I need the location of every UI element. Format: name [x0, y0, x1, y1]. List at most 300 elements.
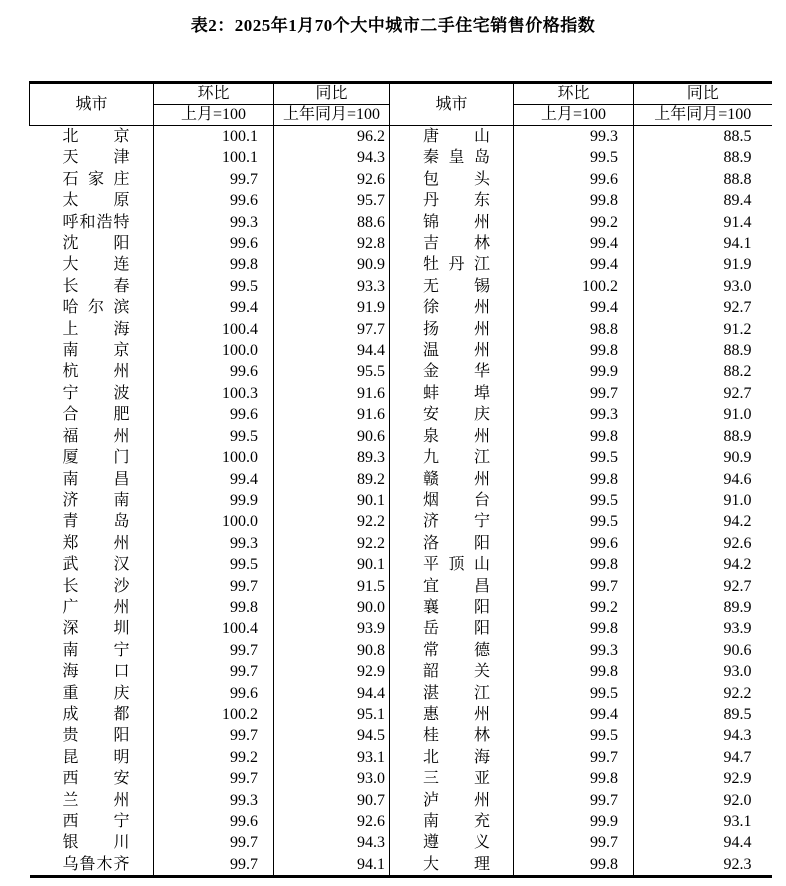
city-cell — [30, 511, 154, 532]
city-cell — [30, 426, 154, 447]
city-cell — [30, 854, 154, 877]
city-name: 大 理 — [423, 855, 490, 873]
table-header — [30, 83, 772, 126]
city-cell — [30, 404, 154, 425]
mom-value-cell: 100.4 — [154, 618, 274, 639]
city-name: 泸 州 — [423, 791, 490, 809]
city-cell — [390, 297, 514, 318]
yoy-value-cell: 94.4 — [274, 683, 390, 704]
city-name: 九 江 — [423, 449, 490, 467]
yoy-value-cell: 89.9 — [634, 597, 772, 618]
yoy-value-cell: 89.3 — [274, 447, 390, 468]
table-row — [30, 683, 772, 704]
yoy-value-cell: 90.9 — [634, 447, 772, 468]
mom-value-cell: 99.3 — [514, 640, 634, 661]
mom-value-cell: 99.3 — [154, 212, 274, 233]
city-name: 三 亚 — [423, 770, 490, 788]
table-row — [30, 618, 772, 639]
yoy-value-cell: 91.6 — [274, 404, 390, 425]
yoy-value-cell: 92.3 — [634, 854, 772, 877]
mom-value-cell: 99.6 — [154, 190, 274, 211]
city-name: 武 汉 — [62, 556, 130, 574]
city-name: 惠 州 — [423, 705, 490, 723]
city-name: 岳 阳 — [423, 620, 490, 638]
mom-value-cell: 99.7 — [514, 790, 634, 811]
city-cell — [30, 212, 154, 233]
mom-value-cell: 99.5 — [514, 147, 634, 168]
header-mom-left: 环比 — [154, 83, 274, 105]
mom-value-cell: 99.6 — [514, 533, 634, 554]
yoy-value-cell: 93.1 — [274, 747, 390, 768]
mom-value-cell: 99.9 — [514, 811, 634, 832]
city-name: 贵 阳 — [62, 727, 130, 745]
yoy-value-cell: 88.2 — [634, 361, 772, 382]
city-name: 平 顶 山 — [423, 556, 490, 574]
city-cell — [30, 661, 154, 682]
city-name: 沈 阳 — [62, 235, 130, 253]
city-name: 上 海 — [62, 320, 130, 338]
yoy-value-cell: 92.7 — [634, 576, 772, 597]
mom-value-cell: 99.8 — [514, 618, 634, 639]
city-name: 北 京 — [62, 128, 130, 145]
city-cell — [390, 147, 514, 168]
mom-value-cell: 99.7 — [154, 768, 274, 789]
city-cell — [390, 169, 514, 190]
table-row — [30, 469, 772, 490]
mom-value-cell: 99.7 — [514, 832, 634, 853]
mom-value-cell: 99.5 — [154, 426, 274, 447]
city-cell — [390, 854, 514, 877]
city-cell — [390, 832, 514, 853]
yoy-value-cell: 91.0 — [634, 404, 772, 425]
header-yoy-base-left: 上年同月=100 — [274, 105, 390, 126]
mom-value-cell: 99.7 — [154, 640, 274, 661]
mom-value-cell: 99.6 — [154, 683, 274, 704]
city-cell — [390, 704, 514, 725]
city-name: 牡 丹 江 — [423, 256, 490, 274]
mom-value-cell: 99.7 — [154, 832, 274, 853]
city-name: 西 安 — [62, 770, 130, 788]
city-name: 安 庆 — [423, 406, 490, 424]
city-cell — [390, 640, 514, 661]
yoy-value-cell: 93.0 — [274, 768, 390, 789]
mom-value-cell: 100.0 — [154, 511, 274, 532]
mom-value-cell: 99.7 — [154, 661, 274, 682]
table-row — [30, 319, 772, 340]
table-row — [30, 426, 772, 447]
mom-value-cell: 99.6 — [154, 233, 274, 254]
yoy-value-cell: 94.1 — [634, 233, 772, 254]
city-name: 昆 明 — [62, 748, 130, 766]
yoy-value-cell: 92.9 — [634, 768, 772, 789]
city-cell — [30, 254, 154, 275]
city-cell — [30, 447, 154, 468]
city-cell — [30, 640, 154, 661]
mom-value-cell: 100.1 — [154, 147, 274, 168]
city-cell — [390, 404, 514, 425]
table-row — [30, 768, 772, 789]
city-cell — [30, 683, 154, 704]
mom-value-cell: 99.6 — [154, 361, 274, 382]
mom-value-cell: 99.8 — [514, 469, 634, 490]
city-name: 哈 尔 滨 — [62, 299, 130, 317]
yoy-value-cell: 93.9 — [634, 618, 772, 639]
city-cell — [390, 725, 514, 746]
mom-value-cell: 99.2 — [514, 597, 634, 618]
yoy-value-cell: 92.9 — [274, 661, 390, 682]
yoy-value-cell: 94.2 — [634, 554, 772, 575]
yoy-value-cell: 92.6 — [274, 811, 390, 832]
mom-value-cell: 99.3 — [514, 404, 634, 425]
city-name: 蚌 埠 — [423, 384, 490, 402]
table-row — [30, 597, 772, 618]
yoy-value-cell: 95.5 — [274, 361, 390, 382]
city-name: 郑 州 — [62, 534, 130, 552]
table-row — [30, 704, 772, 725]
yoy-value-cell: 90.8 — [274, 640, 390, 661]
city-cell — [30, 725, 154, 746]
city-name: 兰 州 — [62, 791, 130, 809]
mom-value-cell: 99.8 — [514, 190, 634, 211]
page-title: 表2：2025年1月70个大中城市二手住宅销售价格指数 — [190, 16, 596, 35]
city-name: 深 圳 — [62, 620, 130, 638]
city-cell — [390, 212, 514, 233]
city-cell — [30, 832, 154, 853]
mom-value-cell: 99.3 — [154, 790, 274, 811]
yoy-value-cell: 91.9 — [634, 254, 772, 275]
header-row-1 — [30, 83, 772, 105]
city-name: 无 锡 — [423, 277, 490, 295]
yoy-value-cell: 94.3 — [274, 147, 390, 168]
yoy-value-cell: 90.6 — [274, 426, 390, 447]
city-name: 南 宁 — [62, 641, 130, 659]
mom-value-cell: 99.3 — [154, 533, 274, 554]
mom-value-cell: 100.0 — [154, 447, 274, 468]
city-cell — [30, 811, 154, 832]
city-cell — [30, 361, 154, 382]
city-cell — [30, 340, 154, 361]
mom-value-cell: 99.4 — [154, 297, 274, 318]
header-mom-right: 环比 — [514, 83, 634, 105]
city-cell — [30, 169, 154, 190]
city-cell — [30, 147, 154, 168]
city-cell — [390, 533, 514, 554]
yoy-value-cell: 93.1 — [634, 811, 772, 832]
city-name: 丹 东 — [423, 192, 490, 210]
city-name: 长 春 — [62, 277, 130, 295]
yoy-value-cell: 94.1 — [274, 854, 390, 877]
city-name: 宁 波 — [62, 384, 130, 402]
yoy-value-cell: 90.1 — [274, 554, 390, 575]
mom-value-cell: 100.2 — [514, 276, 634, 297]
city-cell — [390, 618, 514, 639]
city-name: 吉 林 — [423, 235, 490, 253]
mom-value-cell: 99.7 — [514, 383, 634, 404]
city-name: 济 宁 — [423, 513, 490, 531]
city-cell — [30, 126, 154, 148]
city-cell — [30, 554, 154, 575]
mom-value-cell: 100.0 — [154, 340, 274, 361]
yoy-value-cell: 94.3 — [274, 832, 390, 853]
table-row — [30, 297, 772, 318]
city-cell — [30, 747, 154, 768]
city-name: 天 津 — [62, 149, 130, 167]
city-cell — [30, 383, 154, 404]
city-cell — [390, 447, 514, 468]
city-cell — [390, 683, 514, 704]
mom-value-cell: 99.5 — [514, 725, 634, 746]
city-cell — [30, 704, 154, 725]
mom-value-cell: 99.7 — [154, 725, 274, 746]
table-row — [30, 640, 772, 661]
city-cell — [30, 790, 154, 811]
city-name: 广 州 — [62, 598, 130, 616]
yoy-value-cell: 88.9 — [634, 340, 772, 361]
yoy-value-cell: 92.2 — [634, 683, 772, 704]
city-cell — [30, 297, 154, 318]
table-row — [30, 854, 772, 877]
yoy-value-cell: 92.7 — [634, 297, 772, 318]
yoy-value-cell: 96.2 — [274, 126, 390, 148]
city-name: 锦 州 — [423, 213, 490, 231]
mom-value-cell: 98.8 — [514, 319, 634, 340]
city-cell — [390, 554, 514, 575]
city-name: 包 头 — [423, 170, 490, 188]
city-name: 韶 关 — [423, 663, 490, 681]
table-row — [30, 747, 772, 768]
city-cell — [30, 576, 154, 597]
city-name: 金 华 — [423, 363, 490, 381]
yoy-value-cell: 93.3 — [274, 276, 390, 297]
table-body — [30, 126, 772, 877]
city-name: 福 州 — [62, 427, 130, 445]
yoy-value-cell: 92.2 — [274, 511, 390, 532]
yoy-value-cell: 91.5 — [274, 576, 390, 597]
city-name: 遵 义 — [423, 834, 490, 852]
yoy-value-cell: 90.7 — [274, 790, 390, 811]
table-row — [30, 511, 772, 532]
yoy-value-cell: 88.8 — [634, 169, 772, 190]
city-cell — [30, 190, 154, 211]
city-cell — [390, 190, 514, 211]
yoy-value-cell: 91.9 — [274, 297, 390, 318]
table-row — [30, 361, 772, 382]
city-cell — [390, 661, 514, 682]
city-cell — [390, 747, 514, 768]
city-name: 合 肥 — [62, 406, 130, 424]
mom-value-cell: 99.4 — [514, 233, 634, 254]
mom-value-cell: 99.6 — [154, 811, 274, 832]
yoy-value-cell: 90.6 — [634, 640, 772, 661]
city-name: 扬 州 — [423, 320, 490, 338]
city-cell — [390, 426, 514, 447]
city-cell — [30, 233, 154, 254]
city-name: 宜 昌 — [423, 577, 490, 595]
header-mom-base-right: 上月=100 — [514, 105, 634, 126]
city-cell — [390, 811, 514, 832]
table-row — [30, 832, 772, 853]
yoy-value-cell: 92.6 — [274, 169, 390, 190]
city-cell — [390, 276, 514, 297]
yoy-value-cell: 93.0 — [634, 276, 772, 297]
yoy-value-cell: 92.6 — [634, 533, 772, 554]
yoy-value-cell: 92.0 — [634, 790, 772, 811]
yoy-value-cell: 93.0 — [634, 661, 772, 682]
mom-value-cell: 99.2 — [154, 747, 274, 768]
mom-value-cell: 99.7 — [514, 576, 634, 597]
table-row — [30, 533, 772, 554]
yoy-value-cell: 91.6 — [274, 383, 390, 404]
mom-value-cell: 100.4 — [154, 319, 274, 340]
yoy-value-cell: 88.5 — [634, 126, 772, 148]
city-name: 大 连 — [62, 256, 130, 274]
yoy-value-cell: 94.2 — [634, 511, 772, 532]
mom-value-cell: 99.8 — [514, 768, 634, 789]
mom-value-cell: 99.7 — [154, 854, 274, 877]
city-name: 烟 台 — [423, 491, 490, 509]
mom-value-cell: 99.8 — [154, 597, 274, 618]
table-row — [30, 490, 772, 511]
header-mom-base-left: 上月=100 — [154, 105, 274, 126]
mom-value-cell: 99.4 — [514, 704, 634, 725]
mom-value-cell: 99.4 — [154, 469, 274, 490]
yoy-value-cell: 94.4 — [634, 832, 772, 853]
yoy-value-cell: 97.7 — [274, 319, 390, 340]
yoy-value-cell: 88.9 — [634, 426, 772, 447]
city-name: 徐 州 — [423, 299, 490, 317]
table-row — [30, 212, 772, 233]
mom-value-cell: 99.4 — [514, 254, 634, 275]
mom-value-cell: 100.1 — [154, 126, 274, 148]
yoy-value-cell: 88.6 — [274, 212, 390, 233]
city-cell — [390, 126, 514, 148]
mom-value-cell: 99.9 — [514, 361, 634, 382]
city-name: 呼 和 浩 特 — [62, 213, 130, 231]
header-city-left: 城市 — [30, 83, 154, 126]
city-name: 南 昌 — [62, 470, 130, 488]
mom-value-cell: 99.8 — [514, 426, 634, 447]
yoy-value-cell: 94.6 — [634, 469, 772, 490]
header-city-right: 城市 — [390, 83, 514, 126]
mom-value-cell: 99.5 — [514, 490, 634, 511]
city-name: 洛 阳 — [423, 534, 490, 552]
yoy-value-cell: 90.1 — [274, 490, 390, 511]
header-yoy-right: 同比 — [634, 83, 772, 105]
city-cell — [30, 768, 154, 789]
city-name: 西 宁 — [62, 813, 130, 830]
city-name: 常 德 — [423, 641, 490, 659]
mom-value-cell: 99.4 — [514, 297, 634, 318]
yoy-value-cell: 92.7 — [634, 383, 772, 404]
header-yoy-base-right: 上年同月=100 — [634, 105, 772, 126]
table-row — [30, 447, 772, 468]
mom-value-cell: 99.5 — [514, 683, 634, 704]
mom-value-cell: 99.5 — [154, 276, 274, 297]
city-cell — [30, 276, 154, 297]
mom-value-cell: 100.3 — [154, 383, 274, 404]
yoy-value-cell: 92.2 — [274, 533, 390, 554]
city-name: 乌 鲁 木 齐 — [62, 855, 130, 873]
table-row — [30, 404, 772, 425]
city-cell — [390, 490, 514, 511]
mom-value-cell: 99.5 — [514, 511, 634, 532]
table-row — [30, 661, 772, 682]
mom-value-cell: 99.5 — [154, 554, 274, 575]
yoy-value-cell: 92.8 — [274, 233, 390, 254]
table-row — [30, 383, 772, 404]
city-cell — [390, 576, 514, 597]
table-row — [30, 254, 772, 275]
table-row — [30, 790, 772, 811]
yoy-value-cell: 91.0 — [634, 490, 772, 511]
table-row — [30, 554, 772, 575]
table-row — [30, 126, 772, 148]
city-name: 长 沙 — [62, 577, 130, 595]
mom-value-cell: 99.8 — [514, 661, 634, 682]
yoy-value-cell: 94.4 — [274, 340, 390, 361]
city-name: 北 海 — [423, 748, 490, 766]
mom-value-cell: 99.7 — [154, 576, 274, 597]
city-name: 赣 州 — [423, 470, 490, 488]
yoy-value-cell: 95.7 — [274, 190, 390, 211]
yoy-value-cell: 90.9 — [274, 254, 390, 275]
mom-value-cell: 99.6 — [154, 404, 274, 425]
city-name: 石 家 庄 — [62, 170, 130, 188]
yoy-value-cell: 94.3 — [634, 725, 772, 746]
city-cell — [390, 254, 514, 275]
table-row — [30, 233, 772, 254]
header-yoy-left: 同比 — [274, 83, 390, 105]
city-cell — [30, 490, 154, 511]
city-name: 襄 阳 — [423, 598, 490, 616]
yoy-value-cell: 91.2 — [634, 319, 772, 340]
yoy-value-cell: 91.4 — [634, 212, 772, 233]
city-name: 成 都 — [62, 705, 130, 723]
city-name: 济 南 — [62, 491, 130, 509]
table-row — [30, 340, 772, 361]
mom-value-cell: 99.6 — [514, 169, 634, 190]
mom-value-cell: 99.8 — [514, 340, 634, 361]
city-name: 银 川 — [62, 834, 130, 852]
yoy-value-cell: 94.7 — [634, 747, 772, 768]
mom-value-cell: 99.3 — [514, 126, 634, 148]
city-cell — [390, 361, 514, 382]
city-name: 秦 皇 岛 — [423, 149, 490, 167]
city-cell — [30, 533, 154, 554]
city-name: 桂 林 — [423, 727, 490, 745]
city-name: 太 原 — [62, 192, 130, 210]
table-row — [30, 725, 772, 746]
city-cell — [390, 319, 514, 340]
yoy-value-cell: 93.9 — [274, 618, 390, 639]
table-row — [30, 811, 772, 832]
city-name: 青 岛 — [62, 513, 130, 531]
city-cell — [30, 319, 154, 340]
mom-value-cell: 99.9 — [154, 490, 274, 511]
table-row — [30, 147, 772, 168]
city-name: 湛 江 — [423, 684, 490, 702]
table-row — [30, 276, 772, 297]
city-name: 泉 州 — [423, 427, 490, 445]
mom-value-cell: 99.8 — [154, 254, 274, 275]
yoy-value-cell: 95.1 — [274, 704, 390, 725]
city-cell — [30, 618, 154, 639]
mom-value-cell: 99.7 — [154, 169, 274, 190]
table-row — [30, 576, 772, 597]
city-cell — [390, 597, 514, 618]
yoy-value-cell: 88.9 — [634, 147, 772, 168]
table-row — [30, 169, 772, 190]
